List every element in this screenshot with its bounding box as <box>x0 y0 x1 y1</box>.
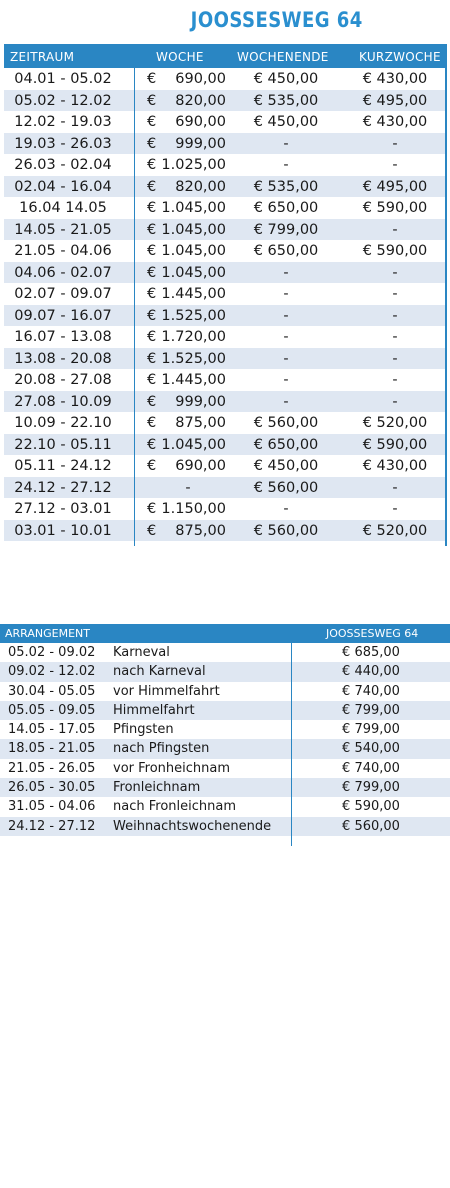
short-week-price-cell: - <box>392 286 398 302</box>
table-row <box>0 720 450 739</box>
euro-sign: € <box>147 92 157 109</box>
arrangement-table <box>0 624 450 836</box>
weekend-price-cell: - <box>283 372 289 388</box>
weekend-price-cell: € 650,00 <box>253 243 319 259</box>
table-row <box>4 455 447 477</box>
arrangement-dates-cell: 30.04 - 05.05 <box>8 683 96 699</box>
arrangement-dates-cell: 18.05 - 21.05 <box>8 741 96 757</box>
arrangement-name-cell: vor Fronheichnam <box>113 760 231 776</box>
arrangement-name-cell: nach Pfingsten <box>113 741 210 757</box>
price-table-header <box>4 44 447 68</box>
euro-sign: € <box>147 329 157 345</box>
table-row <box>0 682 450 701</box>
week-price-cell: 1.150,00 <box>161 501 226 517</box>
short-week-price-cell: € 430,00 <box>362 71 428 87</box>
euro-sign: € <box>147 243 157 259</box>
arrangement-price-cell: € 440,00 <box>342 664 400 680</box>
arrangement-name-cell: nach Fronleichnam <box>113 799 236 815</box>
period-cell: 27.12 - 03.01 <box>14 501 112 517</box>
arrangement-name-cell: Himmelfahrt <box>113 702 195 718</box>
week-price-cell: 1.720,00 <box>161 329 226 345</box>
weekend-price-cell: € 799,00 <box>253 221 319 238</box>
week-price-cell: 875,00 <box>175 415 226 431</box>
period-cell: 21.05 - 04.06 <box>14 243 112 259</box>
arrangement-name-cell: Karneval <box>113 645 170 660</box>
table-row <box>0 739 450 758</box>
weekend-price-cell: - <box>283 264 289 281</box>
week-price-cell: 1.045,00 <box>161 243 226 259</box>
weekend-price-cell: - <box>283 135 289 152</box>
period-cell: 12.02 - 19.03 <box>14 114 112 130</box>
period-cell: 03.01 - 10.01 <box>14 522 112 539</box>
week-price-cell: 999,00 <box>175 393 226 410</box>
short-week-price-cell: - <box>392 501 398 517</box>
table-row <box>4 154 447 176</box>
short-week-price-cell: - <box>392 157 398 173</box>
week-price-cell: 1.045,00 <box>161 200 226 216</box>
period-cell: 05.02 - 12.02 <box>14 92 112 109</box>
arrangement-price-cell: € 799,00 <box>342 780 400 796</box>
euro-sign: € <box>147 286 157 302</box>
table-row <box>4 520 447 542</box>
arrangement-dates-cell: 05.02 - 09.02 <box>8 645 96 660</box>
arrangement-dates-cell: 26.05 - 30.05 <box>8 780 96 796</box>
price-table-body <box>4 68 447 541</box>
week-price-cell: 1.525,00 <box>161 307 226 324</box>
table-row <box>4 197 447 219</box>
header-property: JOOSSESWEG 64 <box>326 627 419 640</box>
table-row <box>4 283 447 305</box>
short-week-price-cell: € 520,00 <box>362 522 428 539</box>
week-price-cell: 1.445,00 <box>161 372 226 388</box>
column-divider <box>134 44 135 546</box>
period-cell: 14.05 - 21.05 <box>14 221 112 238</box>
price-table <box>4 44 447 541</box>
arrangement-price-cell: € 540,00 <box>342 741 400 757</box>
period-cell: 02.04 - 16.04 <box>14 178 112 195</box>
table-row <box>4 176 447 198</box>
arrangement-dates-cell: 09.02 - 12.02 <box>8 664 96 680</box>
week-price-cell: 875,00 <box>175 522 226 539</box>
arrangement-name-cell: Fronleichnam <box>113 780 201 796</box>
weekend-price-cell: - <box>283 157 289 173</box>
week-price-cell: - <box>185 479 191 496</box>
table-row <box>0 778 450 797</box>
period-cell: 27.08 - 10.09 <box>14 393 112 410</box>
period-cell: 04.06 - 02.07 <box>14 264 112 281</box>
euro-sign: € <box>147 264 157 281</box>
weekend-price-cell: € 560,00 <box>253 415 319 431</box>
arrangement-dates-cell: 21.05 - 26.05 <box>8 760 96 776</box>
short-week-price-cell: - <box>392 264 398 281</box>
period-cell: 20.08 - 27.08 <box>14 372 112 388</box>
page-title: JOOSSESWEG 64 <box>190 8 363 32</box>
table-row <box>4 326 447 348</box>
table-row <box>0 662 450 681</box>
week-price-cell: 1.025,00 <box>161 157 226 173</box>
period-cell: 05.11 - 24.12 <box>14 458 112 474</box>
weekend-price-cell: - <box>283 307 289 324</box>
weekend-price-cell: € 650,00 <box>253 200 319 216</box>
arrangement-price-cell: € 740,00 <box>342 683 400 699</box>
week-price-cell: 1.045,00 <box>161 436 226 453</box>
week-price-cell: 999,00 <box>175 135 226 152</box>
week-price-cell: 690,00 <box>175 458 226 474</box>
euro-sign: € <box>147 71 157 87</box>
table-row <box>4 348 447 370</box>
table-row <box>4 477 447 499</box>
table-row <box>4 111 447 133</box>
arrangement-price-cell: € 799,00 <box>342 722 400 738</box>
table-row <box>4 240 447 262</box>
week-price-cell: 690,00 <box>175 71 226 87</box>
arrangement-dates-cell: 05.05 - 09.05 <box>8 702 96 718</box>
arrangement-price-cell: € 590,00 <box>342 799 400 815</box>
week-price-cell: 1.045,00 <box>161 221 226 238</box>
period-cell: 16.04 14.05 <box>19 200 107 216</box>
period-cell: 22.10 - 05.11 <box>14 436 112 453</box>
column-divider <box>291 643 292 846</box>
arrangement-price-cell: € 799,00 <box>342 702 400 718</box>
short-week-price-cell: € 590,00 <box>362 436 428 453</box>
arrangement-name-cell: nach Karneval <box>113 664 206 680</box>
arrangement-dates-cell: 31.05 - 04.06 <box>8 799 96 815</box>
euro-sign: € <box>147 114 157 130</box>
arrangement-dates-cell: 24.12 - 27.12 <box>8 818 96 834</box>
short-week-price-cell: € 590,00 <box>362 200 428 216</box>
week-price-cell: 1.045,00 <box>161 264 226 281</box>
euro-sign: € <box>147 415 157 431</box>
euro-sign: € <box>147 157 157 173</box>
short-week-price-cell: - <box>392 479 398 496</box>
short-week-price-cell: € 430,00 <box>362 114 428 130</box>
weekend-price-cell: - <box>283 350 289 367</box>
arrangement-price-cell: € 560,00 <box>342 818 400 834</box>
table-row <box>4 90 447 112</box>
table-row <box>0 759 450 778</box>
euro-sign: € <box>147 200 157 216</box>
euro-sign: € <box>147 350 157 367</box>
short-week-price-cell: - <box>392 393 398 410</box>
table-right-border <box>445 44 447 546</box>
weekend-price-cell: € 535,00 <box>253 178 319 195</box>
arrangement-name-cell: Pfingsten <box>113 722 174 738</box>
arrangement-price-cell: € 685,00 <box>342 645 400 660</box>
header-weekend: WOCHENENDE <box>237 50 329 64</box>
euro-sign: € <box>147 307 157 324</box>
arrangement-table-header <box>0 624 450 643</box>
weekend-price-cell: - <box>283 329 289 345</box>
arrangement-dates-cell: 14.05 - 17.05 <box>8 722 96 738</box>
euro-sign: € <box>147 436 157 453</box>
table-row <box>4 219 447 241</box>
table-row <box>4 412 447 434</box>
arrangement-name-cell: Weihnachtswochenende <box>113 818 272 834</box>
week-price-cell: 820,00 <box>175 92 226 109</box>
table-row <box>4 262 447 284</box>
table-row <box>0 701 450 720</box>
euro-sign: € <box>147 178 157 195</box>
table-row <box>4 434 447 456</box>
euro-sign: € <box>147 372 157 388</box>
header-week: WOCHE <box>156 50 204 64</box>
short-week-price-cell: - <box>392 135 398 152</box>
period-cell: 26.03 - 02.04 <box>14 157 112 173</box>
weekend-price-cell: € 535,00 <box>253 92 319 109</box>
short-week-price-cell: - <box>392 372 398 388</box>
arrangement-table-body <box>0 643 450 836</box>
period-cell: 09.07 - 16.07 <box>14 307 112 324</box>
euro-sign: € <box>147 501 157 517</box>
period-cell: 13.08 - 20.08 <box>14 350 112 367</box>
week-price-cell: 820,00 <box>175 178 226 195</box>
table-row <box>4 498 447 520</box>
period-cell: 24.12 - 27.12 <box>14 479 112 496</box>
short-week-price-cell: - <box>392 221 398 238</box>
weekend-price-cell: € 450,00 <box>253 71 319 87</box>
weekend-price-cell: € 450,00 <box>253 458 319 474</box>
arrangement-price-cell: € 740,00 <box>342 760 400 776</box>
euro-sign: € <box>147 135 157 152</box>
euro-sign: € <box>147 458 157 474</box>
short-week-price-cell: - <box>392 329 398 345</box>
week-price-cell: 1.445,00 <box>161 286 226 302</box>
table-row <box>0 817 450 836</box>
short-week-price-cell: € 590,00 <box>362 243 428 259</box>
week-price-cell: 690,00 <box>175 114 226 130</box>
euro-sign: € <box>147 522 157 539</box>
table-row <box>0 797 450 816</box>
euro-sign: € <box>147 393 157 410</box>
short-week-price-cell: € 520,00 <box>362 415 428 431</box>
weekend-price-cell: € 560,00 <box>253 522 319 539</box>
weekend-price-cell: - <box>283 393 289 410</box>
table-row <box>4 369 447 391</box>
weekend-price-cell: € 560,00 <box>253 479 319 496</box>
arrangement-name-cell: vor Himmelfahrt <box>113 683 220 699</box>
table-row <box>0 643 450 662</box>
weekend-price-cell: - <box>283 286 289 302</box>
period-cell: 02.07 - 09.07 <box>14 286 112 302</box>
table-row <box>4 391 447 413</box>
week-price-cell: 1.525,00 <box>161 350 226 367</box>
short-week-price-cell: - <box>392 307 398 324</box>
short-week-price-cell: € 430,00 <box>362 458 428 474</box>
table-row <box>4 68 447 90</box>
table-row <box>4 305 447 327</box>
euro-sign: € <box>147 221 157 238</box>
weekend-price-cell: € 650,00 <box>253 436 319 453</box>
header-period: ZEITRAUM <box>10 50 75 64</box>
period-cell: 19.03 - 26.03 <box>14 135 112 152</box>
short-week-price-cell: € 495,00 <box>362 178 428 195</box>
weekend-price-cell: - <box>283 501 289 517</box>
short-week-price-cell: - <box>392 350 398 367</box>
header-arrangement: ARRANGEMENT <box>5 627 90 640</box>
header-short-week: KURZWOCHE <box>359 50 441 64</box>
period-cell: 04.01 - 05.02 <box>14 71 112 87</box>
table-row <box>4 133 447 155</box>
weekend-price-cell: € 450,00 <box>253 114 319 130</box>
period-cell: 16.07 - 13.08 <box>14 329 112 345</box>
period-cell: 10.09 - 22.10 <box>14 415 112 431</box>
short-week-price-cell: € 495,00 <box>362 92 428 109</box>
